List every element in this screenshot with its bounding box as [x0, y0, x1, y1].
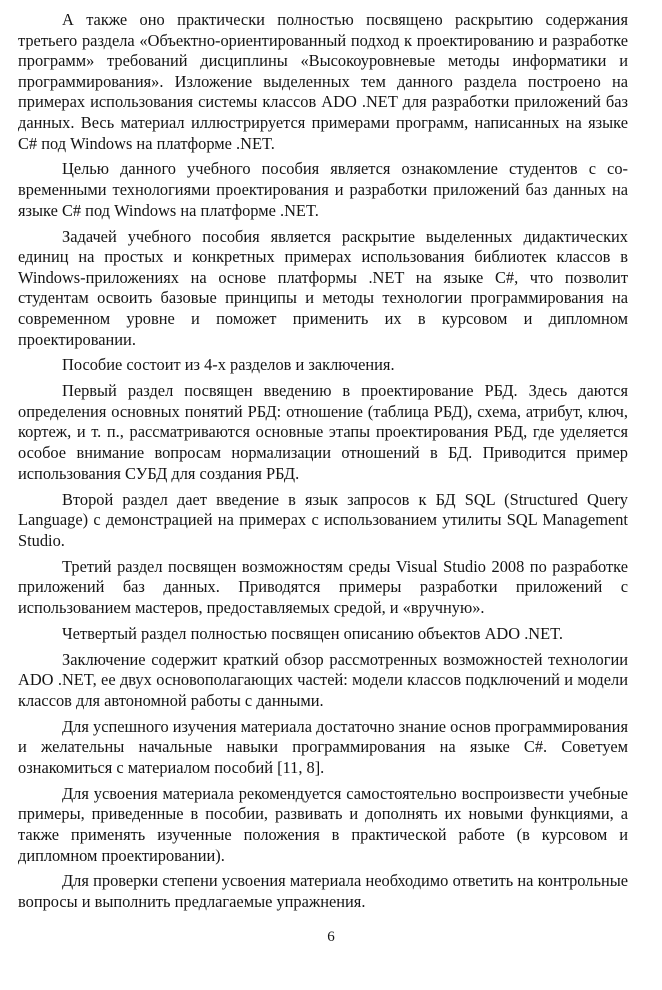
page-number: 6	[327, 929, 335, 945]
paragraph-11: Для усвоения материала рекомендуется самостоятельно воспроизвести учебные примеры, приведенные в пособии, развивать и дополнять их новыми функциями, а также применять изученные положения в практической работе (в курсовом и дипломном проектировании).	[18, 783, 628, 865]
paragraph-8: Четвертый раздел полностью посвящен описанию объектов ADO .NET.	[62, 623, 564, 643]
paragraph-4: Пособие состоит из 4-х разделов и заключения.	[62, 355, 395, 375]
body-text	[18, 10, 628, 918]
paragraph-7: Третий раздел посвящен возможностям среды Visual Studio 2008 по разработке приложений баз данных. Приводятся примеры разработки приложений с использованием мастеров, предоставляемых средой, и «вручную».	[18, 556, 628, 617]
paragraph-10: Для успешного изучения материала достаточно знание основ программирования и желательны начальные навыки программирования на языке C#. Советуем ознакомиться с материалом пособий [11, 8].	[18, 716, 628, 777]
paragraph-1: А также оно практически полностью посвящено раскрытию содержания третьего раздела «Объектно-ориентированный подход к проектированию и разработке программ» требований дисциплины «Высокоуровневые методы информатики и программирования». Изложение выделенных тем данного раздела построено на примерах использования системы классов ADO .NET для разработки приложений баз данных. Весь материал иллюстрируется примерами программ, написанных на языке C# под Windows на платформе .NET.	[18, 10, 628, 153]
paragraph-9: Заключение содержит краткий обзор рассмотренных возможностей технологии ADO .NET, ее двух основополагающих частей: модели классов подключений и модели классов для автономной работы с данными.	[18, 649, 628, 710]
paragraph-2: Целью данного учебного пособия является ознакомление студентов с современными технологиями проектирования и разработки приложений баз данных на языке C# под Windows на платформе .NET.	[18, 159, 628, 220]
paragraph-12: Для проверки степени усвоения материала необходимо ответить на контрольные вопросы и выполнить предлагаемые упражнения.	[18, 871, 628, 912]
paragraph-6: Второй раздел дает введение в язык запросов к БД SQL (Structured Query Language) с демонстрацией на примерах с использованием утилиты SQL Management Studio.	[18, 489, 628, 550]
paragraph-3: Задачей учебного пособия является раскрытие выделенных дидактических единиц на простых и конкретных примерах использования библиотек классов в Windows-приложениях на основе платформы .NET на языке C#, что позволит студентам освоить базовые принципы и методы технологии программирования на современном уровне и поможет применить их в курсовом и дипломном проектировании.	[18, 226, 628, 349]
paragraph-5: Первый раздел посвящен введению в проектирование РБД. Здесь даются определения основных понятий РБД: отношение (таблица РБД), схема, атрибут, ключ, кортеж, и т. п., рассматриваются основные этапы проектирования РБД, где уделяется особое внимание вопросам нормализации отношений в БД. Приводится пример использования СУБД для создания РБД.	[18, 381, 628, 483]
